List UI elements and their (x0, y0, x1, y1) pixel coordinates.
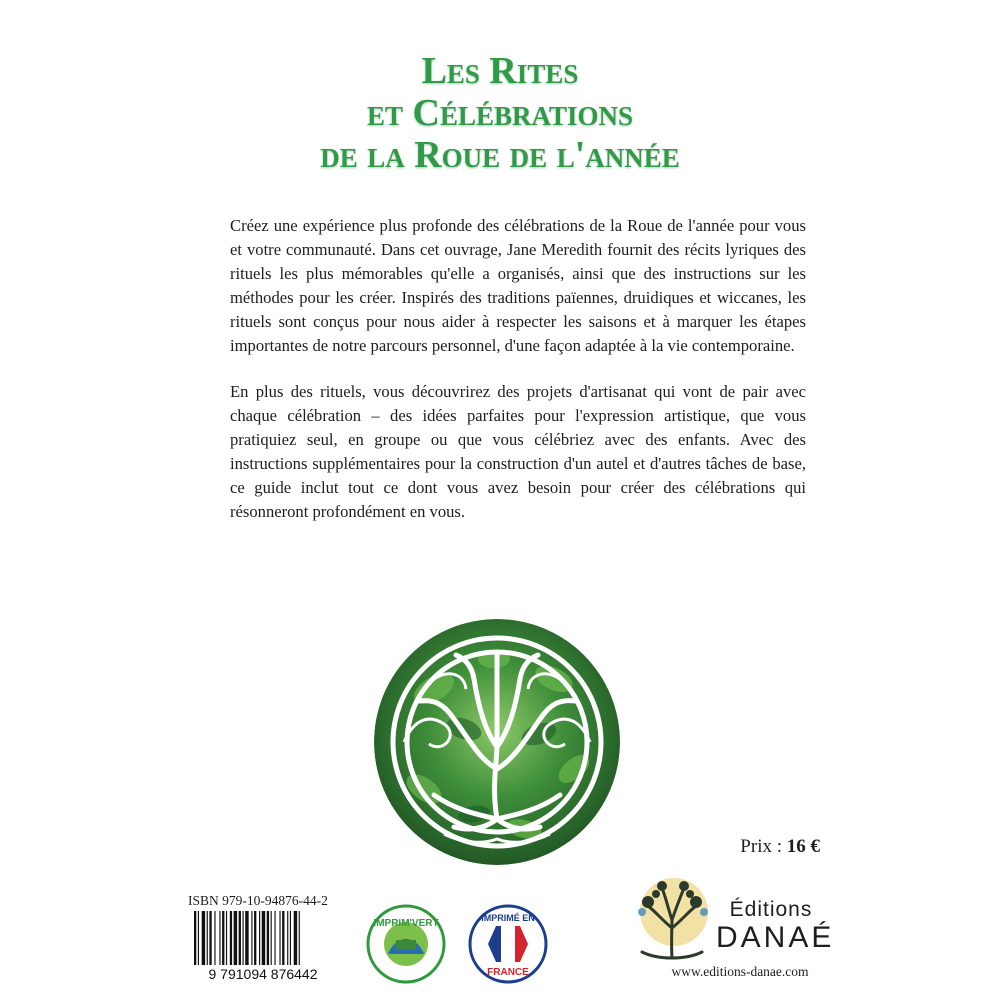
price (700, 836, 820, 858)
barcode-digits: 9 791094 876442 (208, 966, 318, 981)
blurb (230, 214, 806, 546)
blurb-paragraph-1: Créez une expérience plus profonde des célébrations de la Roue de l'année pour vous et votre communauté. Dans cet ouvrage, Jane Meredith fournit des récits lyriques des rituels les plus mémorables qu'elle a organisés, ainsi que des instructions sur les méthodes pour les créer. Inspirés des traditions païennes, druidiques et wiccanes, les rituels sont conçus pour nous aider à respecter les saisons et à marquer les étapes importantes de notre parcours personnel, d'une façon adaptée à la vie contemporaine. (230, 216, 806, 355)
publisher-name (716, 898, 835, 954)
book-title (180, 50, 820, 176)
barcode (188, 909, 338, 981)
imprime-en-text: IMPRIMÉ EN (481, 913, 535, 923)
price-value: 16 € (786, 836, 820, 857)
publisher-name-line-1: Éditions (729, 898, 813, 921)
celtic-tree-of-life-icon (374, 619, 620, 865)
title-line-2: et Célébrations (366, 92, 634, 134)
title-line-1: Les Rites (421, 50, 579, 92)
blurb-paragraph-2: En plus des rituels, vous découvrirez des projets d'artisanat qui vont de pair avec chaque célébration – des idées parfaites pour l'expression artistique, que vous pratiquiez seul, en groupe ou que vous célébriez avec des enfants. Avec des instructions supplémentaires pour la construction d'un autel et d'autres tâches de base, ce guide inclut tout ce dont vous avez besoin pour créer des célébrations qui résonneront profondément en vous. (230, 382, 806, 521)
imprim-vert-text: IMPRIM'VERT (373, 918, 439, 929)
publisher-website: www.editions-danae.com (671, 964, 809, 979)
publisher-name-line-2: DANAÉ (716, 921, 835, 954)
imprim-vert-badge (366, 904, 446, 984)
title-line-3: de la Roue de l'année (320, 134, 680, 176)
isbn-number: ISBN 979-10-94876-44-2 (188, 893, 328, 908)
danae-tree-logo-icon (628, 872, 714, 964)
france-text: FRANCE (487, 967, 529, 978)
imprime-en-france-badge (468, 904, 548, 984)
price-label: Prix : (740, 836, 782, 857)
